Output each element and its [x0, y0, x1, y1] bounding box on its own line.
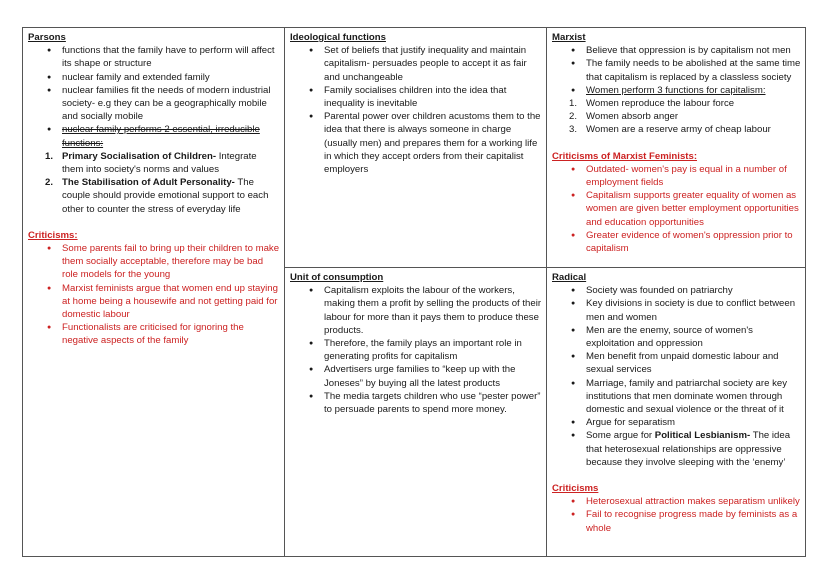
- list-item: ● nuclear family performs 2 essential, irreducible functions:: [28, 123, 280, 149]
- list-item: ● Functionalists are criticised for ignoring the negative aspects of the family: [28, 321, 280, 347]
- list-item: ● Parental power over children acustoms them to the idea that there is always someone in charge (usually men) and prepares them for a working life in which they accept orders from their capitalist employers: [290, 110, 542, 176]
- parsons-functions-list: [28, 150, 280, 216]
- ideological-bullets: [290, 44, 542, 176]
- list-item: ● Society was founded on patriarchy: [552, 284, 801, 297]
- function-title: The Stabilisation of Adult Personality-: [62, 177, 235, 189]
- list-item: ● The media targets children who use “pester power” to persuade parents to spend more money.: [290, 390, 542, 416]
- function-text: Women are a reserve army of cheap labour: [586, 124, 771, 136]
- list-item: ● Therefore, the family plays an important role in generating profits for capitalism: [290, 337, 542, 363]
- list-number: 1.: [45, 150, 54, 162]
- list-item: ● Outdated- women's pay is equal in a number of employment fields: [552, 163, 801, 189]
- list-item: ● functions that the family have to perform will affect its shape or structure: [28, 44, 280, 70]
- list-item: [552, 110, 801, 123]
- marxist-functions-list: [552, 97, 801, 137]
- marxist-criticisms-heading: Criticisms of Marxist Feminists:: [552, 150, 698, 162]
- marxist-criticisms: [552, 163, 801, 255]
- list-item: [552, 97, 801, 110]
- list-item: ● Marxist feminists argue that women end up staying at home being a housewife and not getting paid for domestic labour: [28, 282, 280, 322]
- list-item: ● Marriage, family and patriarchal society are key institutions that men dominate women through domestic and sexual violence or the threat of it: [552, 377, 801, 417]
- parsons-criticisms: [28, 242, 280, 348]
- list-item: ● Some parents fail to bring up their children to make them socially acceptable, therefore may be bad role models for the young: [28, 242, 280, 282]
- radical-bullets: [552, 284, 801, 469]
- list-item: ● Capitalism exploits the labour of the workers, making them a profit by selling the products of their labour for more than it pays them to produce these products.: [290, 284, 542, 337]
- list-item: ● Argue for separatism: [552, 416, 801, 429]
- consumption-heading: Unit of consumption: [290, 272, 384, 283]
- list-item: ● Men are the enemy, source of women's exploitation and oppression: [552, 324, 801, 350]
- list-item: ● nuclear family and extended family: [28, 71, 280, 84]
- list-item: [552, 429, 801, 469]
- ideological-cell: [285, 28, 547, 268]
- list-item: [28, 176, 280, 216]
- function-text: Women reproduce the labour force: [586, 98, 735, 110]
- list-item: ● Men benefit from unpaid domestic labour and sexual services: [552, 350, 801, 376]
- parsons-cell: [23, 28, 285, 556]
- radical-cell: [547, 268, 805, 556]
- radical-criticisms-heading: Criticisms: [552, 483, 599, 495]
- list-number: 1.: [569, 98, 578, 110]
- list-item: ● Family socialises children into the idea that inequality is inevitable: [290, 84, 542, 110]
- function-title: Primary Socialisation of Children-: [62, 150, 217, 162]
- list-item: ● Believe that oppression is by capitalism not men: [552, 44, 801, 57]
- function-text: Women absorb anger: [586, 111, 679, 123]
- list-item: ● Capitalism supports greater equality of women as women are given better employment opportunities and education opportunities: [552, 189, 801, 229]
- list-item: ● Women perform 3 functions for capitalism:: [552, 84, 801, 97]
- parsons-criticisms-heading: Criticisms:: [28, 229, 78, 241]
- lesbianism-text: The idea that heterosexual relationships are oppressive because they involve sleeping with the ‘enemy’: [586, 430, 791, 468]
- lesbianism-pre: Some argue for: [586, 430, 655, 442]
- marxist-bullets: [552, 44, 801, 97]
- radical-criticisms: [552, 495, 801, 535]
- list-item: ● Fail to recognise progress made by feminists as a whole: [552, 508, 801, 534]
- parsons-heading: Parsons: [28, 32, 66, 43]
- list-item: ● nuclear families fit the needs of modern industrial society- e.g they can be a geographically mobile and socially mobile: [28, 84, 280, 124]
- consumption-cell: [285, 268, 547, 556]
- list-item: ● Advertisers urge families to “keep up with the Joneses” by buying all the latest products: [290, 363, 542, 389]
- list-item: ● Set of beliefs that justify inequality and maintain capitalism- persuades people to accept it as fair and unchangeable: [290, 44, 542, 84]
- parsons-bullets: [28, 44, 280, 150]
- list-item: ● The family needs to be abolished at the same time that capitalism is replaced by a classless society: [552, 57, 801, 83]
- list-number: 2.: [45, 177, 54, 189]
- notes-table: [22, 27, 806, 557]
- radical-heading: Radical: [552, 272, 587, 283]
- function-text: Integrate them into society's norms and values: [62, 150, 257, 176]
- list-number: 3.: [569, 124, 578, 136]
- list-item: [552, 123, 801, 136]
- marxist-heading: Marxist: [552, 32, 586, 43]
- function-text: The couple should provide emotional support to each other to counter the stress of everyday life: [62, 177, 269, 215]
- list-number: 2.: [569, 111, 578, 123]
- lesbianism-term: Political Lesbianism-: [654, 430, 751, 442]
- list-item: [28, 150, 280, 176]
- list-item: ● Greater evidence of women's oppression prior to capitalism: [552, 229, 801, 255]
- marxist-cell: [547, 28, 805, 268]
- list-item: ● Heterosexual attraction makes separatism unlikely: [552, 495, 801, 508]
- ideological-heading: Ideological functions: [290, 32, 386, 43]
- list-item: ● Key divisions in society is due to conflict between men and women: [552, 297, 801, 323]
- consumption-bullets: [290, 284, 542, 416]
